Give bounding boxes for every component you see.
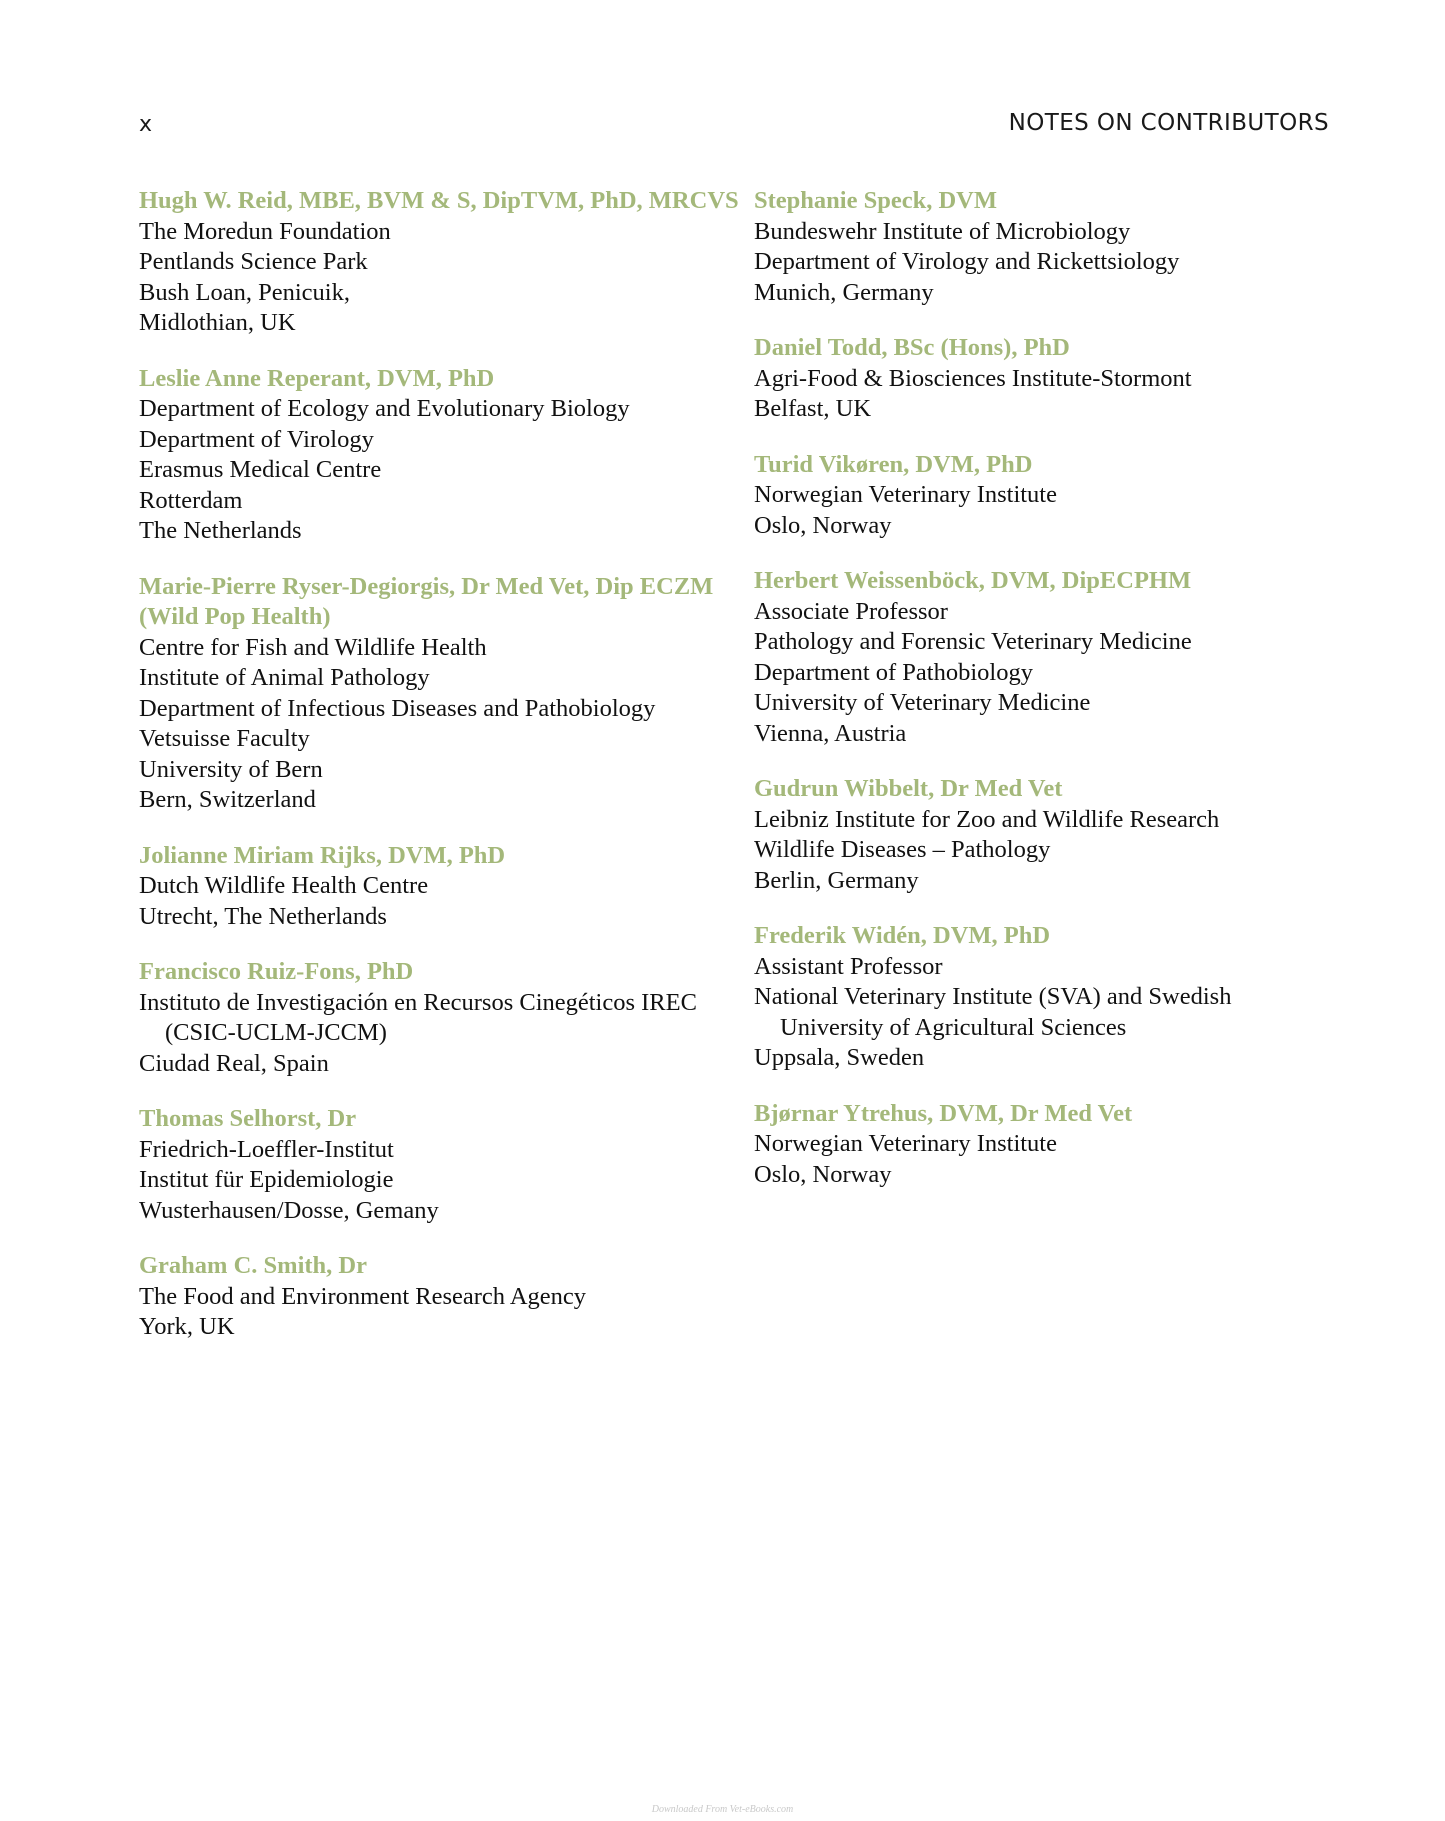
contributor-entry [754,1099,1354,1191]
contributor-name: Gudrun Wibbelt, Dr Med Vet [754,775,1063,802]
contributor-name: Stephanie Speck, DVM [754,187,997,214]
contributor-name: Leslie Anne Reperant, DVM, PhD [139,364,495,392]
affiliation-line: Wildlife Diseases – Pathology [754,836,1051,863]
contributor-entry [754,450,1354,542]
affiliation-line: Assistant Professor [754,952,943,980]
page-number: x [139,112,153,137]
affiliation-line: Munich, Germany [754,278,934,306]
affiliation-line: Oslo, Norway [754,1160,892,1188]
affiliation-line: Instituto de Investigación en Recursos Cinegéticos IREC [139,988,697,1016]
contributor-name: Herbert Weissenböck, DVM, DipECPHM [754,567,1192,594]
affiliation-line: Pathology and Forensic Veterinary Medicine [754,628,1192,655]
affiliation-line: Norwegian Veterinary Institute [754,1130,1057,1157]
affiliation-line: York, UK [139,1313,235,1340]
contributor-entry [139,364,739,547]
page-header [139,110,1329,140]
affiliation-line: Department of Virology [139,425,374,453]
contributor-name: Turid Vikøren, DVM, PhD [754,450,1033,478]
affiliation-line: Leibniz Institute for Zoo and Wildlife Research [754,805,1220,833]
affiliation-line: National Veterinary Institute (SVA) and Swedish [754,983,1232,1010]
affiliation-line: Dutch Wildlife Health Centre [139,872,429,899]
contributor-name: Thomas Selhorst, Dr [139,1105,357,1132]
affiliation-line: University of Veterinary Medicine [754,689,1091,716]
contributor-entry [754,566,1354,749]
affiliation-line: Bundeswehr Institute of Microbiology [754,217,1131,245]
affiliation-line: Department of Infectious Diseases and Pathobiology [139,694,656,722]
affiliation-line: Oslo, Norway [754,511,892,539]
contributor-entry [139,1251,739,1343]
affiliation-line: The Moredun Foundation [139,217,391,245]
right-column [754,186,1354,1215]
contributor-entry [754,186,1354,308]
affiliation-line: Berlin, Germany [754,866,919,894]
running-head: NOTES ON CONTRIBUTORS [1008,110,1329,136]
affiliation-line: Vienna, Austria [754,719,907,747]
affiliation-line: Department of Pathobiology [754,658,1033,686]
affiliation-line: Associate Professor [754,597,948,625]
affiliation-line: Uppsala, Sweden [754,1044,925,1071]
contributor-entry [139,186,739,339]
affiliation-line: Midlothian, UK [139,309,296,336]
affiliation-line: Vetsuisse Faculty [139,725,310,752]
affiliation-line: Wusterhausen/Dosse, Gemany [139,1196,439,1224]
affiliation-line: Institut für Epidemiologie [139,1166,394,1193]
affiliation-line: (CSIC-UCLM-JCCM) [165,1019,387,1046]
contributor-entry [754,333,1354,425]
affiliation-line: The Netherlands [139,517,302,544]
contributor-name: Marie-Pierre Ryser-Degiorgis, Dr Med Vet, Dip ECZM (Wild Pop Health) [139,572,714,630]
affiliation-line: University of Agricultural Sciences [780,1013,1127,1041]
contributor-name: Hugh W. Reid, MBE, BVM & S, DipTVM, PhD, MRCVS [139,187,739,214]
affiliation-line: Ciudad Real, Spain [139,1049,329,1077]
contributor-name: Francisco Ruiz-Fons, PhD [139,958,414,985]
contributor-entry [139,572,739,816]
contributor-name: Jolianne Miriam Rijks, DVM, PhD [139,841,506,869]
affiliation-line: Department of Ecology and Evolutionary Biology [139,395,630,422]
contributor-entry [139,841,739,933]
contributor-name: Graham C. Smith, Dr [139,1252,367,1279]
affiliation-line: Centre for Fish and Wildlife Health [139,633,487,661]
contributor-entry [139,957,739,1079]
contributor-entry [754,774,1354,896]
affiliation-line: Rotterdam [139,486,243,514]
contributor-name: Frederik Widén, DVM, PhD [754,922,1051,949]
download-watermark: Downloaded From Vet-eBooks.com [651,1804,794,1815]
affiliation-line: Institute of Animal Pathology [139,664,430,691]
affiliation-line: Norwegian Veterinary Institute [754,481,1057,508]
affiliation-line: Friedrich-Loeffler-Institut [139,1135,394,1163]
affiliation-line: University of Bern [139,755,323,783]
affiliation-line: Agri-Food & Biosciences Institute-Stormont [754,364,1192,392]
contributor-name: Daniel Todd, BSc (Hons), PhD [754,334,1070,361]
affiliation-line: Erasmus Medical Centre [139,456,382,483]
contributor-name: Bjørnar Ytrehus, DVM, Dr Med Vet [754,1099,1133,1127]
affiliation-line: The Food and Environment Research Agency [139,1282,587,1310]
affiliation-line: Department of Virology and Rickettsiology [754,248,1180,275]
affiliation-line: Bern, Switzerland [139,786,316,813]
affiliation-line: Pentlands Science Park [139,248,368,275]
affiliation-line: Belfast, UK [754,395,872,422]
contributor-entry [754,921,1354,1074]
affiliation-line: Utrecht, The Netherlands [139,902,387,930]
affiliation-line: Bush Loan, Penicuik, [139,278,350,306]
contributor-entry [139,1104,739,1226]
left-column [139,186,739,1368]
